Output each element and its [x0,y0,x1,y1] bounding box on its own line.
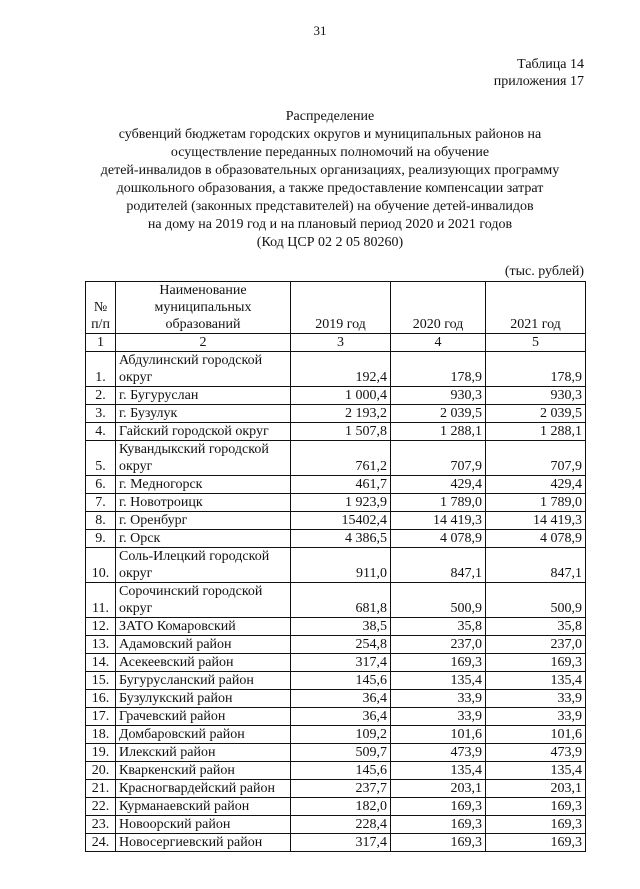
heading-line: субвенций бюджетам городских округов и муниципальных районов на [118,127,542,142]
row-value-2020: 237,0 [391,636,486,654]
row-name: Асекеевский район [116,654,291,672]
row-number: 12. [86,618,116,636]
row-value-2021: 237,0 [486,636,586,654]
table-row [86,530,586,548]
table-row [86,780,586,798]
row-value-2020: 930,3 [391,387,486,405]
row-value-2020: 4 078,9 [391,530,486,548]
row-number: 10. [86,548,116,583]
row-name: Кувандыкский городской округ [116,441,291,476]
row-number: 3. [86,405,116,423]
table-row [86,816,586,834]
row-value-2019: 36,4 [291,708,391,726]
table-row [86,512,586,530]
row-number: 1. [86,352,116,387]
row-value-2020: 35,8 [391,618,486,636]
row-value-2020: 847,1 [391,548,486,583]
row-number: 24. [86,834,116,852]
row-value-2020: 169,3 [391,834,486,852]
row-name: г. Бузулук [116,405,291,423]
row-number: 19. [86,744,116,762]
row-value-2019: 1 000,4 [291,387,391,405]
row-name: ЗАТО Комаровский [116,618,291,636]
table-reference [494,56,584,90]
row-name: г. Оренбург [116,512,291,530]
table-row [86,762,586,780]
header-2019: 2019 год [291,282,391,334]
row-value-2021: 169,3 [486,798,586,816]
row-name: г. Орск [116,530,291,548]
row-value-2021: 707,9 [486,441,586,476]
row-value-2019: 317,4 [291,654,391,672]
row-value-2021: 4 078,9 [486,530,586,548]
row-value-2020: 33,9 [391,690,486,708]
heading-line: детей-инвалидов в образовательных организациях, реализующих программу [100,163,560,178]
table-row [86,618,586,636]
row-value-2021: 169,3 [486,834,586,852]
row-number: 15. [86,672,116,690]
table-row [86,494,586,512]
table-row [86,476,586,494]
row-number: 18. [86,726,116,744]
row-value-2021: 2 039,5 [486,405,586,423]
column-numbers-row [86,334,586,352]
header-name: Наименование муниципальных образований [116,282,291,334]
row-value-2020: 169,3 [391,798,486,816]
row-value-2021: 429,4 [486,476,586,494]
row-value-2021: 135,4 [486,762,586,780]
row-name: г. Бугуруслан [116,387,291,405]
row-value-2019: 1 923,9 [291,494,391,512]
row-name: Новосергиевский район [116,834,291,852]
row-value-2021: 33,9 [486,690,586,708]
row-value-2021: 14 419,3 [486,512,586,530]
row-value-2019: 761,2 [291,441,391,476]
row-name: Бугурусланский район [116,672,291,690]
row-name: Илекский район [116,744,291,762]
row-value-2021: 930,3 [486,387,586,405]
page-number: 31 [313,23,327,38]
row-value-2019: 461,7 [291,476,391,494]
column-number: 3 [291,334,391,352]
row-value-2020: 135,4 [391,762,486,780]
row-value-2019: 911,0 [291,548,391,583]
row-number: 23. [86,816,116,834]
row-name: Домбаровский район [116,726,291,744]
subventions-table [85,281,586,852]
row-value-2021: 101,6 [486,726,586,744]
table-row [86,405,586,423]
table-row [86,798,586,816]
row-value-2020: 101,6 [391,726,486,744]
row-value-2019: 2 193,2 [291,405,391,423]
row-value-2020: 14 419,3 [391,512,486,530]
table-body [86,352,586,852]
row-value-2021: 1 789,0 [486,494,586,512]
row-name: Курманаевский район [116,798,291,816]
row-value-2019: 109,2 [291,726,391,744]
units-label: (тыс. рублей) [504,264,584,279]
row-number: 9. [86,530,116,548]
row-value-2019: 237,7 [291,780,391,798]
table-header-row [86,282,586,334]
heading-line: Распределение [285,109,375,124]
table-row [86,583,586,618]
table-row [86,387,586,405]
row-value-2019: 509,7 [291,744,391,762]
row-number: 22. [86,798,116,816]
table-row [86,636,586,654]
header-2020: 2020 год [391,282,486,334]
row-value-2021: 203,1 [486,780,586,798]
column-number: 4 [391,334,486,352]
row-name: г. Новотроицк [116,494,291,512]
row-number: 14. [86,654,116,672]
row-value-2019: 15402,4 [291,512,391,530]
row-number: 20. [86,762,116,780]
row-value-2020: 2 039,5 [391,405,486,423]
row-value-2019: 38,5 [291,618,391,636]
table-row [86,672,586,690]
heading-line: родителей (законных представителей) на обучение детей-инвалидов [126,199,534,214]
header-2021: 2021 год [486,282,586,334]
row-value-2021: 473,9 [486,744,586,762]
row-number: 6. [86,476,116,494]
row-name: Соль-Илецкий городской округ [116,548,291,583]
row-name: Кваркенский район [116,762,291,780]
table-reference-line2: приложения 17 [493,74,584,89]
row-value-2020: 429,4 [391,476,486,494]
row-value-2020: 178,9 [391,352,486,387]
table-row [86,548,586,583]
column-number: 2 [116,334,291,352]
row-number: 5. [86,441,116,476]
table-row [86,744,586,762]
row-value-2021: 847,1 [486,548,586,583]
row-name: Красногвардейский район [116,780,291,798]
row-value-2019: 182,0 [291,798,391,816]
row-value-2020: 169,3 [391,654,486,672]
row-number: 2. [86,387,116,405]
row-number: 11. [86,583,116,618]
row-value-2019: 254,8 [291,636,391,654]
table-row [86,441,586,476]
column-number: 5 [486,334,586,352]
header-num: № п/п [86,282,116,334]
heading-line: осуществление переданных полномочий на обучение [170,145,490,160]
table-row [86,654,586,672]
row-value-2019: 4 386,5 [291,530,391,548]
row-name: Новоорский район [116,816,291,834]
row-value-2020: 169,3 [391,816,486,834]
row-name: Гайский городской округ [116,423,291,441]
row-value-2020: 1 288,1 [391,423,486,441]
table-reference-line1: Таблица 14 [517,57,584,72]
row-value-2019: 228,4 [291,816,391,834]
row-number: 13. [86,636,116,654]
row-value-2021: 500,9 [486,583,586,618]
row-value-2019: 36,4 [291,690,391,708]
heading-line: дошкольного образования, а также предоставление компенсации затрат [116,181,544,196]
row-value-2021: 35,8 [486,618,586,636]
row-value-2020: 500,9 [391,583,486,618]
row-number: 8. [86,512,116,530]
table-row [86,726,586,744]
row-value-2021: 1 288,1 [486,423,586,441]
row-value-2019: 145,6 [291,762,391,780]
table-row [86,834,586,852]
table-row [86,423,586,441]
row-value-2019: 681,8 [291,583,391,618]
row-number: 21. [86,780,116,798]
row-value-2019: 192,4 [291,352,391,387]
row-name: Грачевский район [116,708,291,726]
row-value-2020: 707,9 [391,441,486,476]
row-number: 4. [86,423,116,441]
heading-line: (Код ЦСР 02 2 05 80260) [256,235,404,250]
row-value-2019: 145,6 [291,672,391,690]
row-value-2021: 169,3 [486,816,586,834]
table-row [86,352,586,387]
row-name: Сорочинский городской округ [116,583,291,618]
row-name: Адамовский район [116,636,291,654]
table-row [86,708,586,726]
row-number: 16. [86,690,116,708]
row-value-2020: 1 789,0 [391,494,486,512]
row-number: 17. [86,708,116,726]
document-heading [60,108,600,252]
row-value-2020: 203,1 [391,780,486,798]
row-name: Абдулинский городской округ [116,352,291,387]
row-value-2021: 169,3 [486,654,586,672]
column-number: 1 [86,334,116,352]
row-value-2019: 317,4 [291,834,391,852]
heading-line: на дому на 2019 год и на плановый период 2020 и 2021 годов [147,217,513,232]
row-number: 7. [86,494,116,512]
row-name: Бузулукский район [116,690,291,708]
row-value-2020: 135,4 [391,672,486,690]
row-value-2020: 33,9 [391,708,486,726]
row-value-2019: 1 507,8 [291,423,391,441]
row-value-2021: 178,9 [486,352,586,387]
row-value-2020: 473,9 [391,744,486,762]
row-value-2021: 33,9 [486,708,586,726]
row-name: г. Медногорск [116,476,291,494]
table-row [86,690,586,708]
row-value-2021: 135,4 [486,672,586,690]
